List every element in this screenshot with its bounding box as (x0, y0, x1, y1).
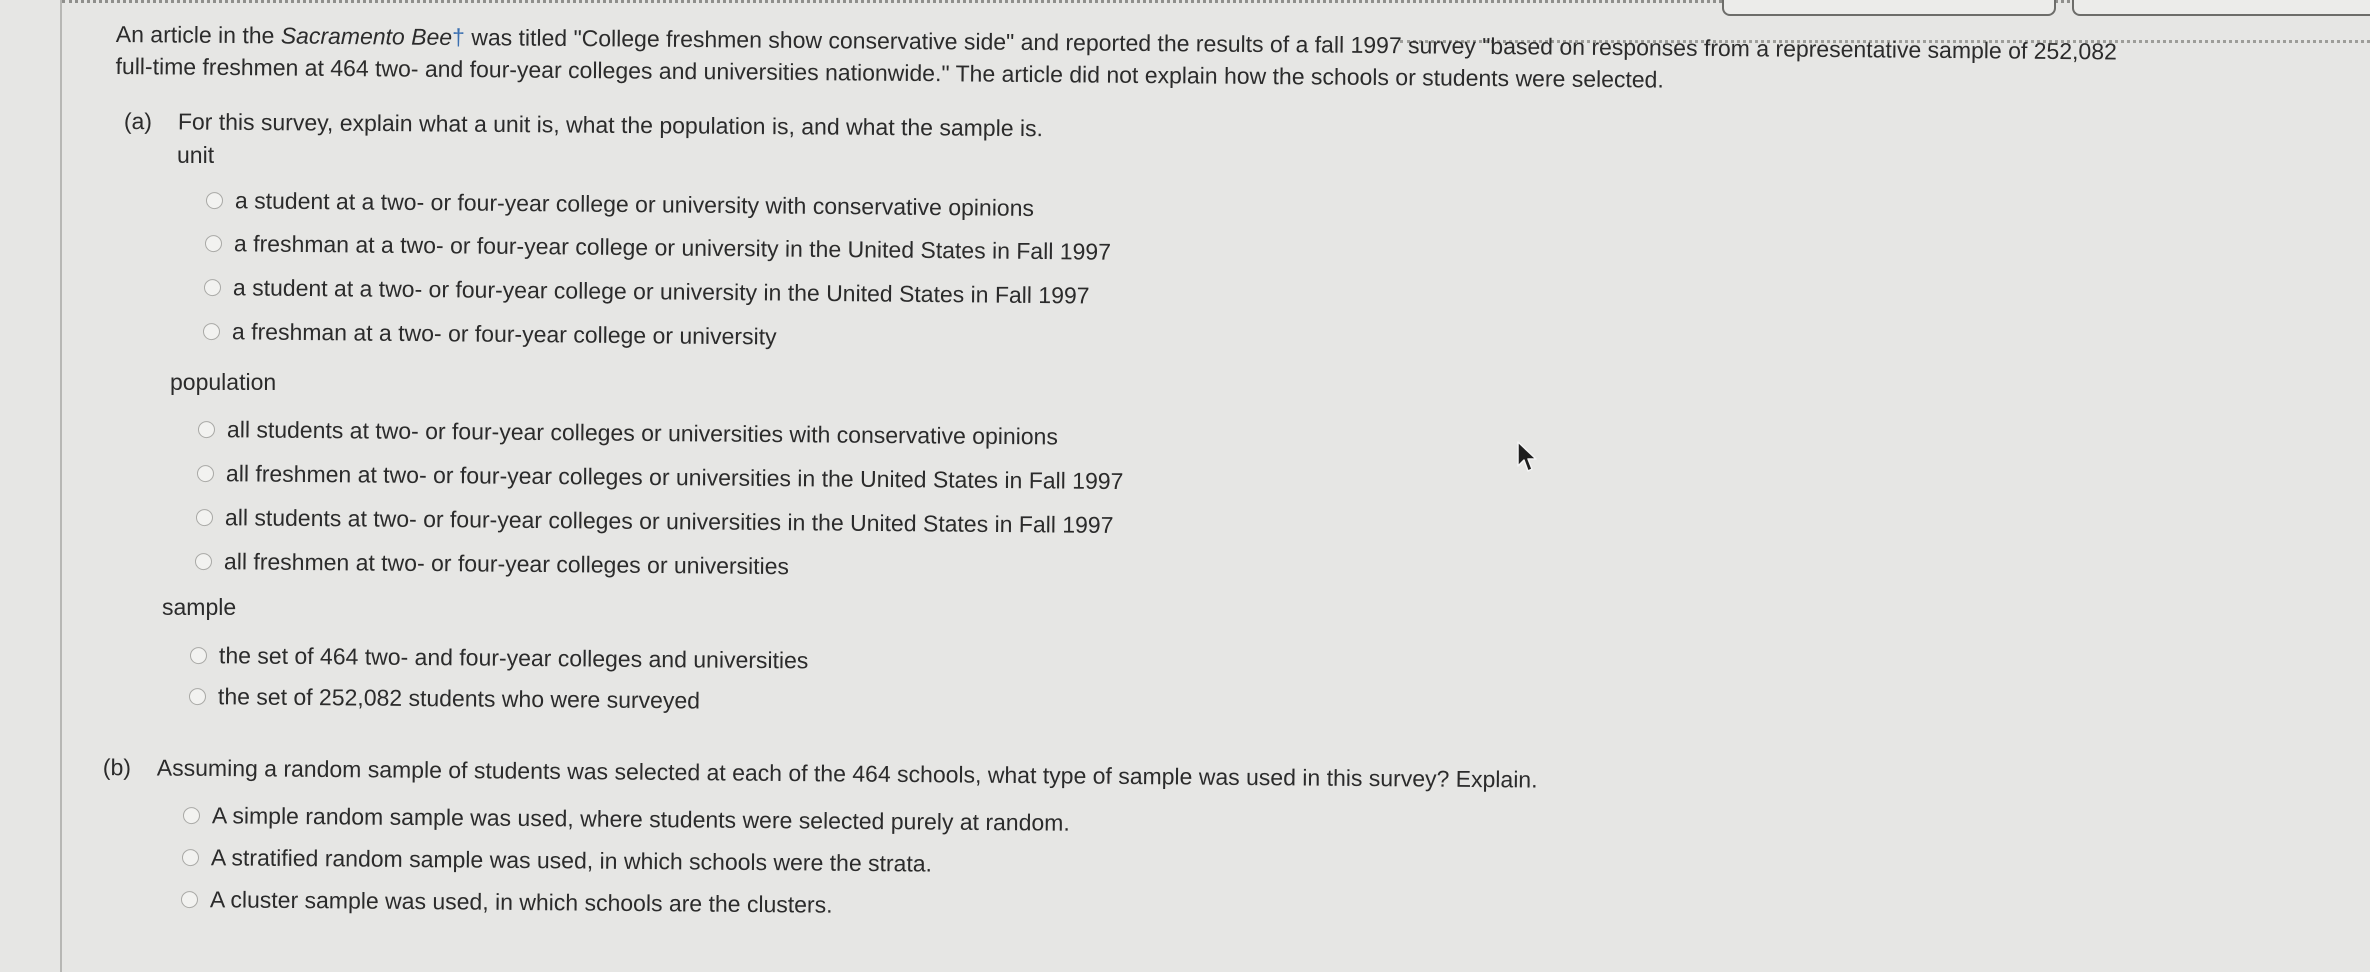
unit-option-2[interactable]: a freshman at a two- or four-year college or university in the United States in Fall 1997 (205, 228, 1111, 267)
sample-option-2[interactable]: the set of 252,082 students who were surveyed (189, 681, 700, 715)
source-title: Sacramento Bee (280, 22, 453, 50)
footnote-dagger-link[interactable]: † (451, 23, 466, 51)
sample-type-option-3[interactable]: A cluster sample was used, in which schools are the clusters. (181, 884, 833, 920)
part-a-question (124, 106, 1043, 143)
unit-option-3[interactable]: a student at a two- or four-year college or university in the United States in Fall 1997 (204, 272, 1090, 310)
radio-button[interactable] (181, 891, 198, 908)
part-a-label: (a) (123, 107, 153, 135)
sample-type-option-2[interactable]: A stratified random sample was used, in which schools were the strata. (182, 842, 932, 879)
part-b-text: Assuming a random sample of students was selected at each of the 464 schools, what type of sample was used in this survey? Explain. (156, 754, 1538, 793)
sample-label: sample (162, 594, 237, 620)
radio-button[interactable] (203, 323, 220, 340)
population-option-1[interactable]: all students at two- or four-year colleges or universities with conservative opinions (198, 414, 1058, 452)
sample-option-1[interactable]: the set of 464 two- and four-year colleges and universities (190, 640, 809, 675)
top-toolbar-button-right[interactable] (2072, 0, 2370, 16)
part-b-question (103, 752, 1538, 795)
radio-button[interactable] (196, 509, 213, 526)
sample-type-option-1[interactable]: A simple random sample was used, where students were selected purely at random. (183, 800, 1070, 838)
question-intro: An article in the Sacramento Bee† was titled "College freshmen show conservative side" and reported the results of a fall 1997 survey "based on responses from a representative sample of 252,082 full-time freshmen at 464 two- and four-year colleges and universities nationwide." The article did not explain how the schools or students were selected. (115, 20, 2117, 93)
radio-button[interactable] (197, 465, 214, 482)
radio-button[interactable] (189, 688, 206, 705)
radio-button[interactable] (195, 553, 212, 570)
radio-button[interactable] (205, 235, 222, 252)
radio-button[interactable] (183, 807, 200, 824)
radio-button[interactable] (204, 279, 221, 296)
radio-button[interactable] (182, 849, 199, 866)
mouse-pointer-icon (1516, 440, 1538, 474)
population-option-2[interactable]: all freshmen at two- or four-year colleges or universities in the United States in Fall 1997 (197, 458, 1124, 496)
top-toolbar-button-left[interactable] (1722, 0, 2056, 16)
part-a-text: For this survey, explain what a unit is, what the population is, and what the sample is. (177, 108, 1044, 142)
unit-option-1[interactable]: a student at a two- or four-year college or university with conservative opinions (206, 185, 1034, 223)
part-b-label: (b) (102, 753, 132, 781)
unit-option-4[interactable]: a freshman at a two- or four-year college or university (203, 316, 777, 352)
population-option-4[interactable]: all freshmen at two- or four-year colleges or universities (195, 546, 789, 581)
left-border-rule (60, 0, 62, 972)
radio-button[interactable] (198, 421, 215, 438)
radio-button[interactable] (190, 647, 207, 664)
radio-button[interactable] (206, 192, 223, 209)
unit-label: unit (177, 142, 215, 168)
population-label: population (170, 369, 277, 395)
population-option-3[interactable]: all students at two- or four-year colleges or universities in the United States in Fall 1997 (196, 502, 1114, 540)
